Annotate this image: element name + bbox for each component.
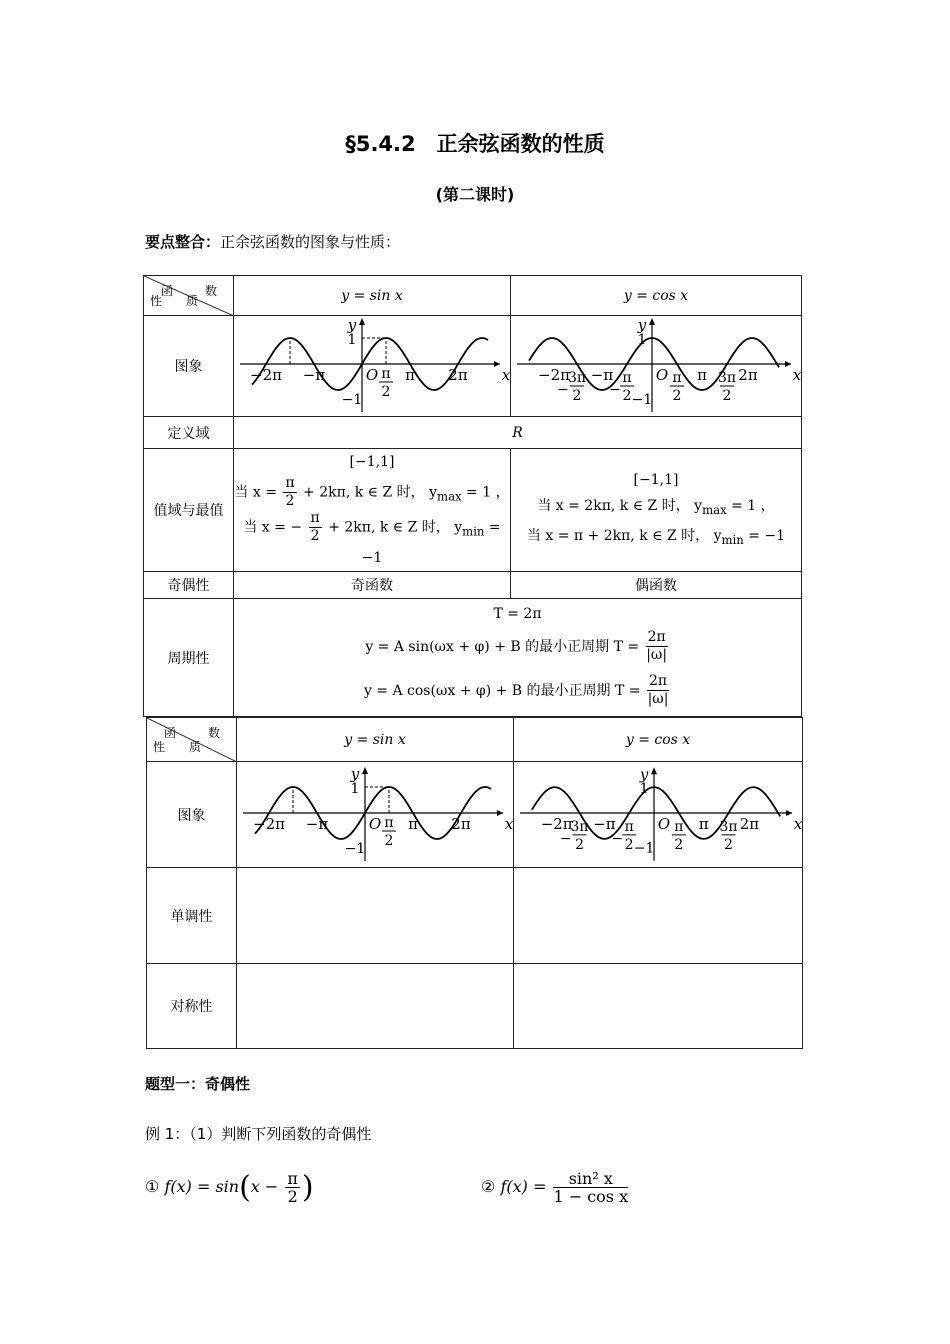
neg-pi-half-den: 2 (622, 388, 632, 404)
neg-pi-half-sign: − (611, 830, 624, 847)
x-label: x (793, 814, 802, 833)
q1-mark: ① (145, 1177, 160, 1196)
neg-one-label: −1 (341, 392, 363, 408)
cos-symmetry-cell[interactable] (514, 964, 803, 1049)
two-pi-label: 2π (451, 814, 471, 833)
cos-min-line (511, 523, 801, 553)
y-label: y (639, 764, 649, 783)
y-label: y (637, 316, 647, 334)
sin-max-frac: $\frac{\pi}{2}$ (285, 475, 295, 509)
pi-label: π (408, 814, 418, 833)
period-frac-2: $\frac{2\pi}{|\omega|}$ (647, 673, 669, 707)
sin-parity: 奇函数 (234, 572, 511, 599)
cos-graph-cell (511, 316, 802, 417)
sin-graph-cell-2 (237, 762, 514, 868)
neg-pi-half-num: π (624, 818, 634, 835)
y-axis-arrow (651, 767, 657, 774)
neg-3pi-half-num: 3π (567, 370, 587, 386)
pi-half-num: π (381, 366, 391, 382)
row-period-label: 周期性 (144, 599, 234, 717)
header-corner-2 (147, 718, 237, 762)
period-line2: y = A sin(ωx + φ) + B 的最小正周期 T = $\frac{2\pi}{|\omega|}$ (365, 629, 668, 663)
neg-pi-label: −π (305, 814, 329, 833)
neg-2pi-label: −2π (253, 814, 285, 833)
origin-label: O (655, 366, 669, 384)
sin-max-val: = 1 ， (466, 484, 510, 501)
corner-prop-2: 性 质 (153, 740, 208, 754)
page-subtitle: (第二课时) (435, 185, 515, 204)
sin-range-interval: [−1,1] (349, 454, 395, 470)
row-symmetry-label: 对称性 (147, 964, 237, 1049)
period-line1: T = 2π (493, 605, 542, 622)
one-label: 1 (350, 780, 360, 797)
origin-label: O (657, 814, 671, 833)
one-label: 1 (639, 780, 649, 797)
neg-2pi-label: −2π (538, 366, 570, 384)
neg-one-label: −1 (633, 840, 655, 857)
neg-3pi-half-sign: − (559, 830, 572, 847)
row-graph-label: 图象 (144, 316, 234, 417)
sin-range-cell (234, 449, 511, 572)
sin-symmetry-cell[interactable] (237, 964, 514, 1049)
one-label: 1 (347, 332, 357, 348)
pi-half-den: 2 (674, 836, 684, 853)
sin-min-post: + 2kπ, k ∈ Z 时， y (328, 519, 463, 536)
row-domain-label: 定义域 (144, 417, 234, 449)
three-pi-half-num: 3π (719, 818, 738, 835)
sin-min-pre: 当 x = − (243, 519, 303, 536)
neg-one-label: −1 (344, 840, 366, 857)
row-monotonic-label: 单调性 (147, 868, 237, 964)
neg-3pi-half-den: 2 (572, 388, 582, 404)
x-axis-arrow (786, 810, 792, 816)
pi-label: π (405, 366, 415, 384)
sin-min-frac: $\frac{\pi}{2}$ (310, 510, 320, 544)
neg-pi-label: −π (590, 366, 614, 384)
header-cos: y = cos x (511, 276, 802, 316)
example-1: 例 1：（1）判断下列函数的奇偶性 (145, 1125, 372, 1143)
neg-3pi-half-sign: − (557, 382, 569, 398)
row-parity-label: 奇偶性 (144, 572, 234, 599)
two-pi-label: 2π (448, 366, 468, 384)
pi-half-num: π (674, 818, 684, 835)
y-label: y (347, 316, 357, 334)
cos-range-interval: [−1,1] (633, 472, 679, 489)
one-label: 1 (637, 332, 647, 348)
cos-graph-2 (514, 763, 802, 867)
three-pi-half-den: 2 (724, 836, 733, 853)
cos-min-text: 当 x = π + 2kπ, k ∈ Z 时， y (526, 528, 722, 544)
cos-monotonic-cell[interactable] (514, 868, 803, 964)
corner-func-2: 函 数 (163, 726, 230, 740)
sin-graph (234, 316, 510, 416)
period-line3: y = A cos(ωx + φ) + B 的最小正周期 T = $\frac{2\pi}{|\omega|}$ (363, 673, 669, 707)
neg-pi-label: −π (593, 814, 616, 833)
header-corner (144, 276, 234, 316)
q1-inner: x − (250, 1177, 279, 1196)
neg-one-label: −1 (631, 392, 653, 408)
cos-parity: 偶函数 (511, 572, 802, 599)
cos-graph (511, 316, 801, 416)
properties-table-1 (143, 275, 802, 717)
origin-label: O (368, 814, 382, 833)
sin-graph-2 (237, 763, 513, 867)
row-graph-label-2: 图象 (147, 762, 237, 868)
pi-half-den: 2 (672, 388, 682, 404)
cos-max-sub: max (702, 503, 727, 517)
q2-mark: ② (481, 1177, 496, 1196)
sin-min-line (234, 510, 510, 571)
neg-3pi-half-num: 3π (570, 818, 589, 835)
three-pi-half-den: 2 (722, 388, 732, 404)
sin-min-sub: min (462, 524, 485, 539)
x-axis-arrow (497, 810, 503, 816)
cos-max-text: 当 x = 2kπ, k ∈ Z 时， y (537, 498, 703, 515)
x-label: x (792, 366, 801, 384)
pi-half-den: 2 (384, 832, 394, 849)
y-axis-arrow (649, 318, 655, 325)
neg-pi-half-num: π (622, 370, 632, 386)
neg-2pi-label: −2π (540, 814, 573, 833)
pi-half-den: 2 (381, 384, 391, 400)
cos-max-line (511, 493, 801, 523)
sin-max-line (234, 475, 510, 510)
question-1: ① f(x) = sin(x − $\frac{\pi}{2}$ ) (145, 1169, 314, 1206)
sin-graph-cell (234, 316, 511, 417)
period-frac-1: $\frac{2\pi}{|\omega|}$ (646, 629, 668, 663)
q2-lhs: f(x) = (500, 1177, 547, 1196)
corner-func: 函 数 (160, 284, 227, 298)
header-sin-2: y = sin x (237, 718, 514, 762)
pi-label: π (697, 366, 707, 384)
origin-label: O (365, 366, 379, 384)
x-label: x (501, 366, 510, 384)
properties-table-2 (146, 717, 803, 1049)
sin-min-val: = −1 (361, 519, 501, 566)
row-range-label: 值域与最值 (144, 449, 234, 572)
x-axis-arrow (785, 361, 791, 367)
keypoints (145, 231, 400, 252)
sin-monotonic-cell[interactable] (237, 868, 514, 964)
cos-min-sub: min (721, 532, 744, 547)
section-heading: 题型一：奇偶性 (145, 1075, 251, 1093)
sin-max-sub: max (437, 489, 462, 504)
cos-min-val: = −1 (748, 528, 786, 544)
header-sin: y = sin x (234, 276, 511, 316)
neg-pi-half-den: 2 (624, 836, 634, 853)
keypoints-label: 要点整合： (145, 233, 221, 251)
corner-prop: 性 质 (150, 294, 205, 308)
q1-lhs: f(x) = sin (164, 1177, 240, 1196)
y-axis-arrow (359, 318, 365, 325)
question-2 (481, 1170, 630, 1205)
page-title: §5.4.2 正余弦函数的性质 (345, 132, 605, 156)
header-cos-2: y = cos x (514, 718, 803, 762)
pi-half-num: π (672, 370, 682, 386)
pi-half-num: π (384, 814, 394, 831)
domain-value: R (234, 417, 802, 449)
sin-max-pre: 当 x = (234, 484, 277, 501)
q2-frac: $\frac{\text{sin² x}}{\text{1 − cos x}}$ (553, 1169, 629, 1206)
period-cell (234, 599, 802, 717)
cos-range-cell (511, 449, 802, 572)
keypoints-text: 正余弦函数的图象与性质： (220, 233, 401, 251)
neg-3pi-half-den: 2 (575, 836, 584, 853)
pi-label: π (698, 814, 709, 833)
q1-frac: $\frac{\pi}{2}$ (287, 1169, 298, 1206)
two-pi-label: 2π (738, 366, 758, 384)
neg-pi-half-sign: − (609, 382, 621, 398)
neg-pi-label: −π (302, 366, 326, 384)
y-axis-arrow (362, 767, 368, 774)
cos-graph-cell-2 (514, 762, 803, 868)
x-label: x (504, 814, 513, 833)
sin-max-post: + 2kπ, k ∈ Z 时， y (303, 484, 438, 501)
neg-2pi-label: −2π (250, 366, 282, 384)
x-axis-arrow (494, 361, 500, 367)
y-label: y (350, 764, 360, 783)
two-pi-label: 2π (739, 814, 759, 833)
cos-max-val: = 1 ， (731, 498, 775, 515)
three-pi-half-num: 3π (717, 370, 737, 386)
